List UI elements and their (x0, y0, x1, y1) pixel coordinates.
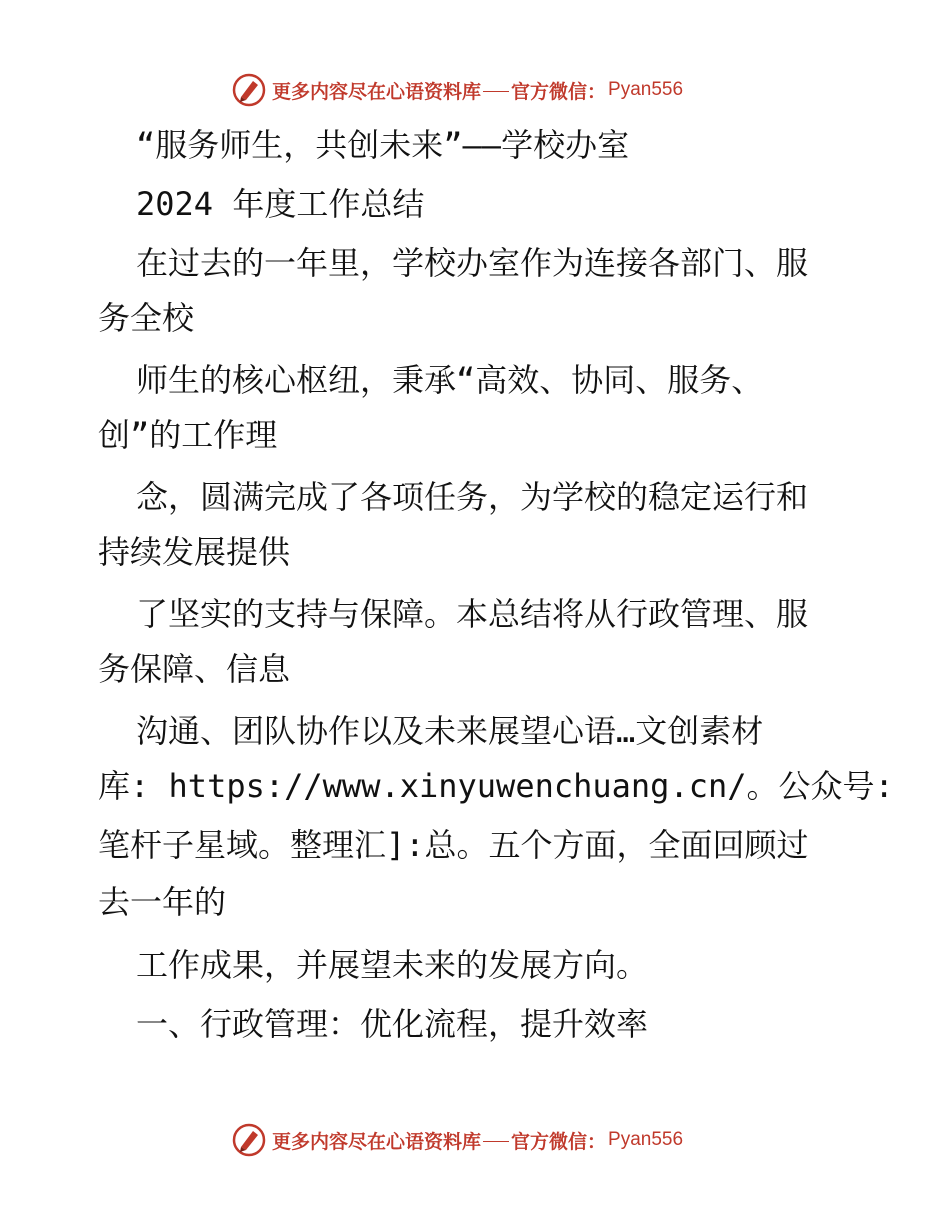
body-line: 念，圆满完成了各项任务，为学校的稳定运行和 (136, 478, 809, 516)
header-brand: 更多内容尽在心语资料库 (272, 80, 482, 103)
body-line: 库: https://www.xinyuwenchuang.cn/。公众号: (98, 767, 894, 805)
body-line: 持续发展提供 (98, 533, 291, 571)
body-line: 务全校 (98, 299, 195, 337)
section-heading: 一、行政管理：优化流程，提升效率 (136, 1005, 649, 1043)
pen-logo-icon (232, 73, 266, 107)
footer-wechat-label: 官方微信： (511, 1130, 607, 1153)
header-dash (483, 91, 509, 92)
body-line: 了坚实的支持与保障。本总结将从行政管理、服 (136, 595, 809, 633)
pen-logo-icon (232, 1123, 266, 1157)
footer-wechat-id: Pyan556 (608, 1129, 684, 1150)
footer-dash (483, 1141, 509, 1142)
body-line: 务保障、信息 (98, 650, 291, 688)
header-banner (232, 70, 683, 110)
body-line: 在过去的一年里，学校办室作为连接各部门、服 (136, 244, 809, 282)
footer-banner (232, 1120, 683, 1160)
footer-brand: 更多内容尽在心语资料库 (272, 1130, 482, 1153)
body-line: 师生的核心枢纽，秉承“高效、协同、服务、 (136, 361, 764, 399)
body-line: 笔杆子星域。整理汇]:总。五个方面，全面回顾过 (98, 826, 809, 864)
header-wechat-label: 官方微信： (511, 80, 607, 103)
doc-title-line-2: 2024 年度工作总结 (136, 185, 425, 223)
body-line: 去一年的 (98, 883, 227, 921)
header-wechat-id: Pyan556 (608, 79, 684, 100)
body-line: 工作成果，并展望未来的发展方向。 (136, 946, 649, 984)
doc-title-line-1: “服务师生，共创未来”——学校办室 (136, 126, 630, 164)
body-line: 创”的工作理 (98, 416, 278, 454)
body-line: 沟通、团队协作以及未来展望心语…文创素材 (136, 712, 764, 750)
